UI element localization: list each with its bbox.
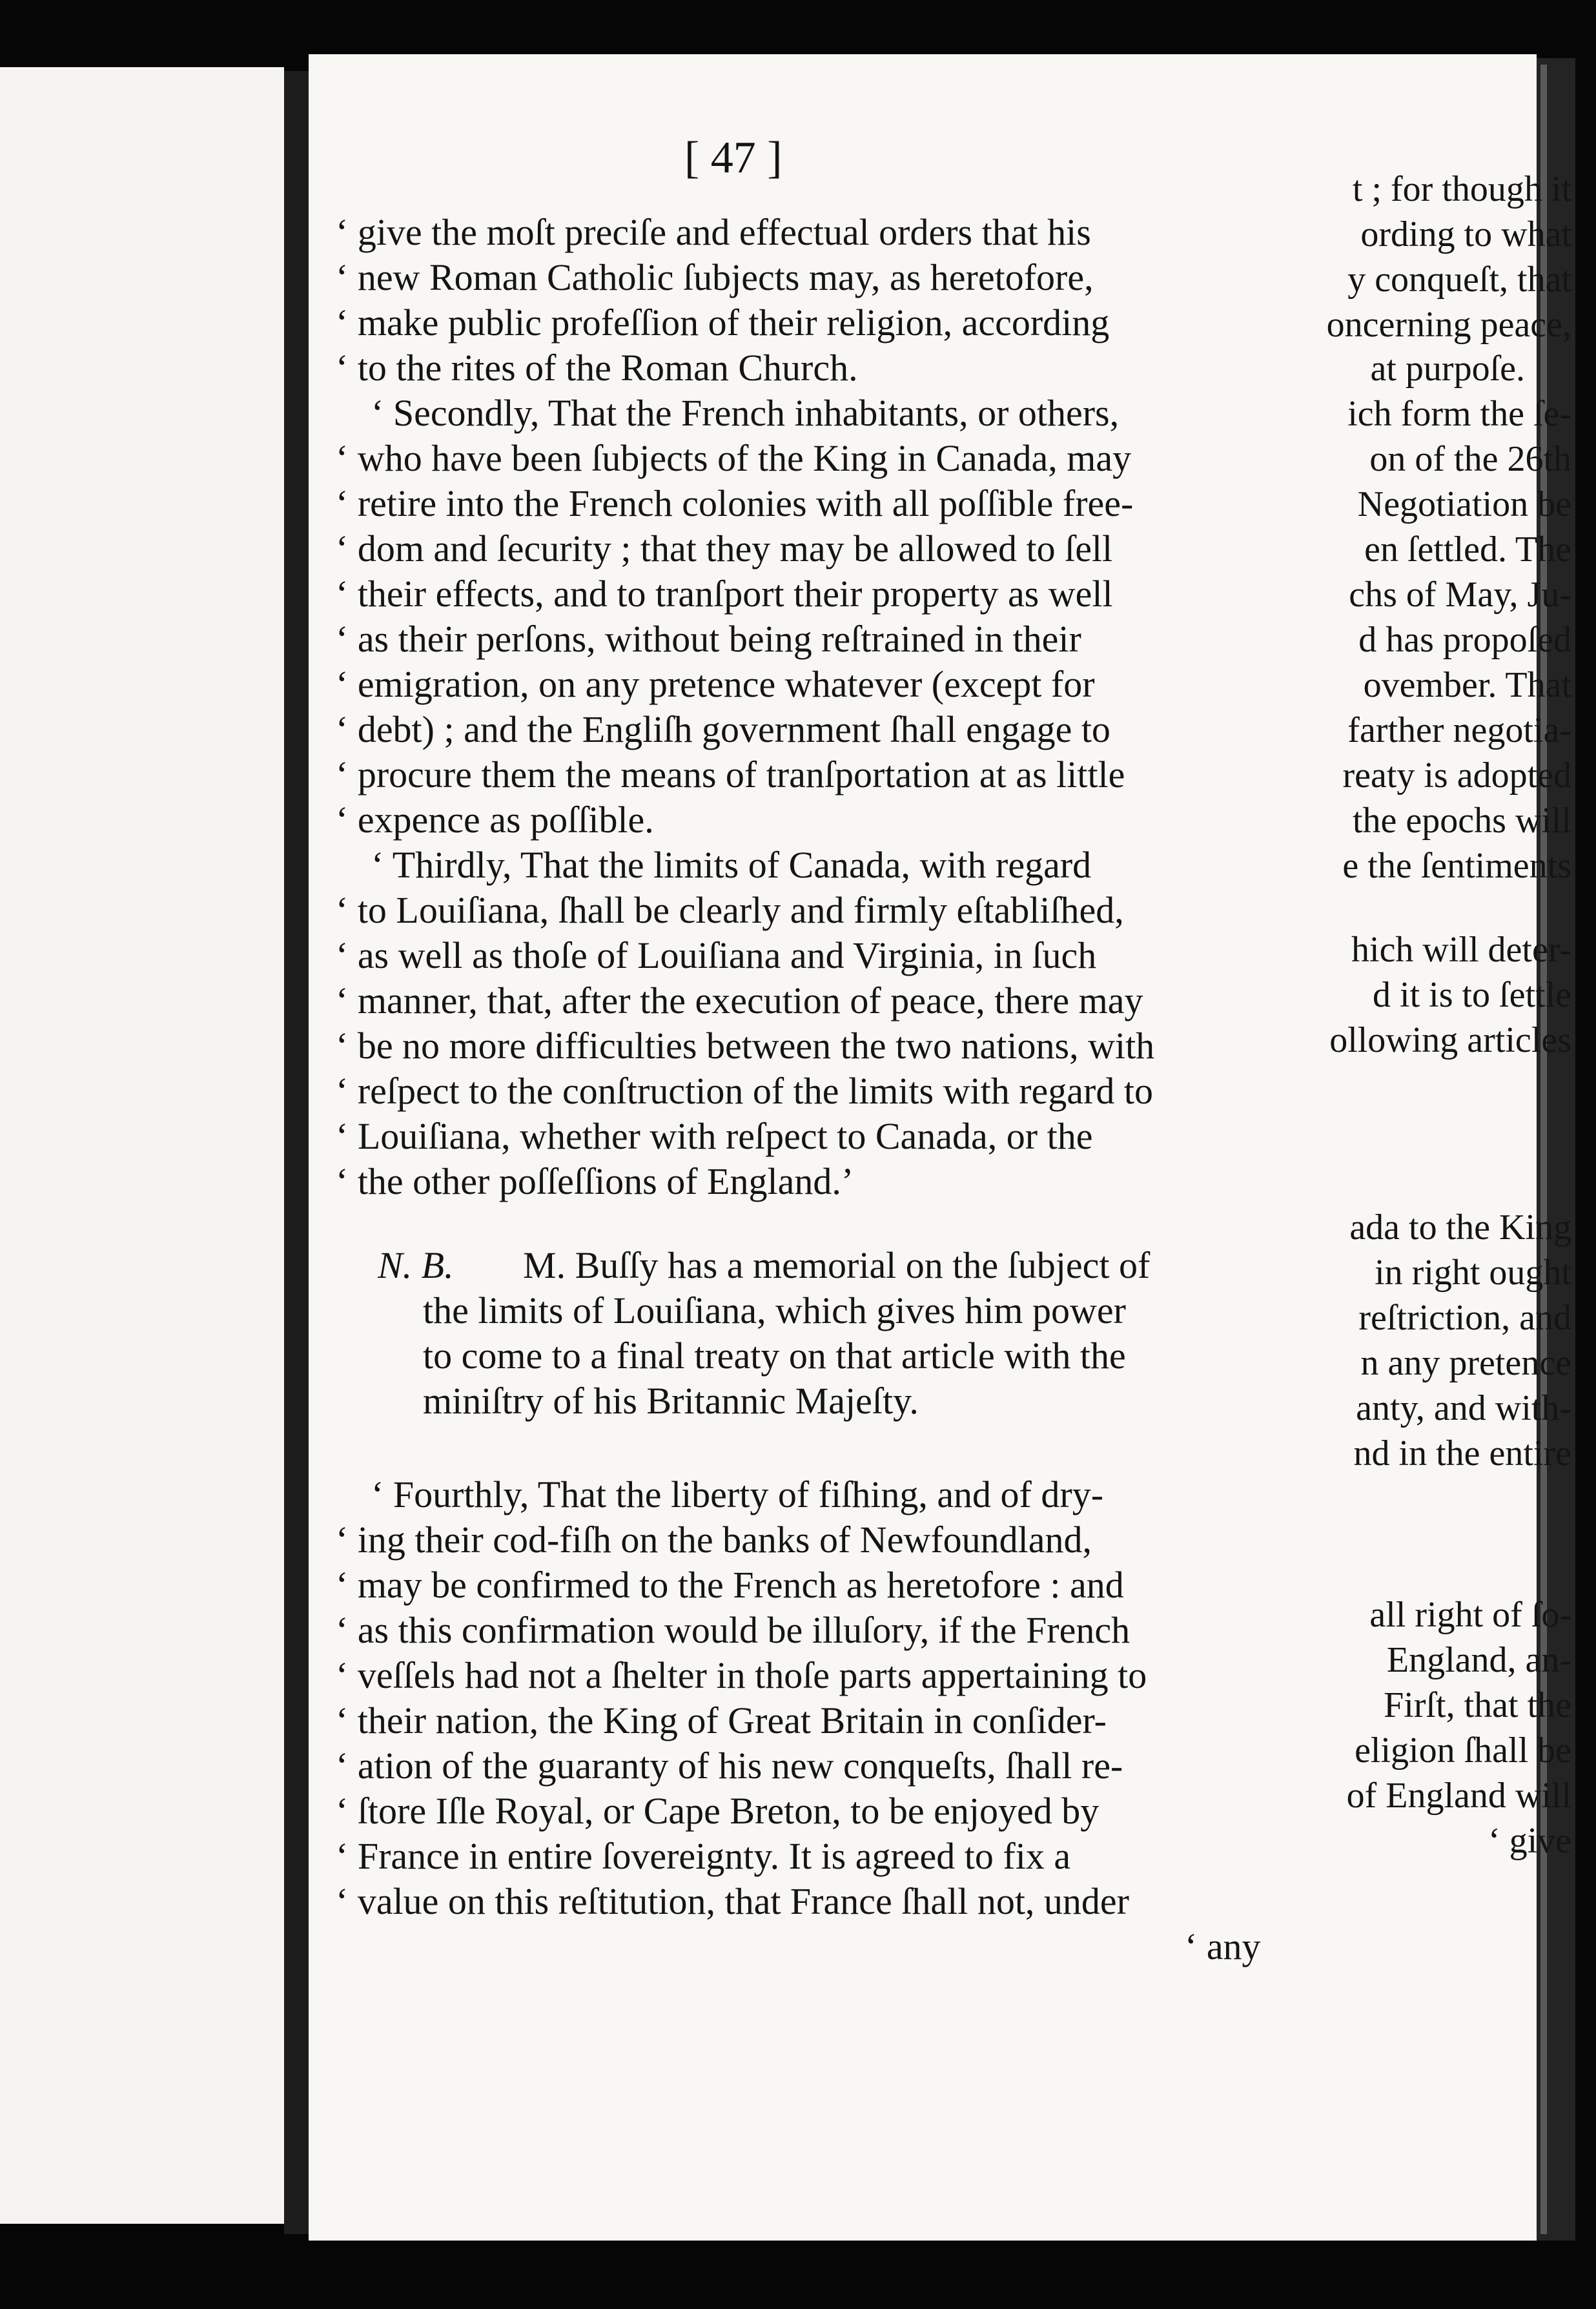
page-number: [ 47 ] [684,133,783,183]
text-line: ‘ manner, that, after the execution of peace, there may [336,980,1143,1021]
text-line: ‘ reſpect to the conſtruction of the limits with regard to [336,1070,1153,1112]
left-line: ‘ give [1488,1821,1571,1861]
left-line: t ; for though it [1352,169,1571,209]
left-line: y conqueſt, that [1347,260,1571,300]
left-line: oncerning peace, [1326,305,1571,345]
text-line: ‘ to the rites of the Roman Church. [336,347,858,389]
catchword: ‘ any [1185,1925,1261,1967]
left-line: eligion ſhall be [1355,1730,1571,1770]
left-line: England, an- [1386,1640,1571,1680]
nb-line: to come to a final treaty on that article with the [423,1335,1126,1377]
left-page [0,67,284,2224]
text-line: ‘ may be confirmed to the French as heretofore : and [336,1564,1124,1606]
text-line: ‘ debt) ; and the Engliſh government ſhall engage to [336,708,1110,750]
left-line: the epochs will [1352,801,1571,841]
text-line: ‘ give the moſt preciſe and effectual orders that his [336,211,1091,253]
left-line: ich form the ſe- [1347,394,1571,434]
text-line: ‘ expence as poſſible. [336,799,654,841]
nb-line: M. Buſſy has a memorial on the ſubject of [523,1244,1151,1286]
left-line: hich will deter- [1351,930,1571,970]
text-line: ‘ their effects, and to tranſport their property as well [336,573,1113,615]
left-line: at purpoſe. [1370,349,1525,389]
text-line: ‘ new Roman Catholic ſubjects may, as heretofore, [336,256,1094,298]
text-line: ‘ ation of the guaranty of his new conqueſts, ſhall re- [336,1745,1123,1787]
text-line: ‘ who have been ſubjects of the King in Canada, may [336,437,1132,479]
left-line: ovember. That [1363,665,1571,705]
text-line: ‘ Secondly, That the French inhabitants, or others, [371,392,1120,434]
text-line: ‘ Fourthly, That the liberty of fiſhing, and of dry- [371,1473,1104,1515]
text-line: ‘ as well as thoſe of Louiſiana and Virginia, in ſuch [336,934,1097,976]
left-line: nd in the entire [1353,1433,1571,1473]
left-line: Firſt, that the [1384,1685,1571,1725]
left-line: d has propoſed [1358,620,1571,660]
left-line: reaty is adopted [1342,755,1571,795]
text-line: ‘ make public profeſſion of their religion, according [336,302,1110,344]
page-edge-highlight [1540,65,1547,2234]
text-line: ‘ retire into the French colonies with all poſſible free- [336,482,1134,524]
left-line: farther negotia- [1347,710,1571,750]
left-line: all right of ſo- [1369,1595,1571,1635]
left-line: of England will [1346,1776,1571,1816]
text-line: ‘ their nation, the King of Great Britain in conſider- [336,1699,1107,1741]
text-line: ‘ ing their cod-fiſh on the banks of Newfoundland, [336,1519,1092,1561]
text-line: ‘ be no more difficulties between the two nations, with [336,1025,1155,1067]
left-line: chs of May, Ju- [1349,575,1571,615]
left-line: anty, and with- [1356,1388,1571,1428]
left-line: ollowing articles [1329,1020,1571,1060]
book-gutter [284,71,309,2234]
left-line: ada to the King [1349,1207,1571,1247]
left-line: on of the 26th [1369,439,1571,479]
left-line: d it is to ſettle [1373,975,1571,1015]
text-line: ‘ the other poſſeſſions of England.’ [336,1160,854,1202]
text-line: ‘ ſtore Iſle Royal, or Cape Breton, to be enjoyed by [336,1790,1100,1832]
nb-line: miniſtry of his Britannic Majeſty. [423,1380,919,1422]
left-line: ording to what [1360,214,1571,254]
nb-label: N. B. [378,1244,454,1286]
text-line: ‘ procure them the means of tranſportation at as little [336,754,1125,795]
left-line: in right ought [1375,1253,1571,1293]
text-line: ‘ Thirdly, That the limits of Canada, with regard [371,844,1092,886]
text-line: ‘ veſſels had not a ſhelter in thoſe parts appertaining to [336,1654,1147,1696]
text-line: ‘ value on this reſtitution, that France ſhall not, under [336,1880,1129,1922]
text-line: ‘ emigration, on any pretence whatever (except for [336,663,1095,705]
left-line: e the ſentiments [1342,846,1571,886]
text-line: ‘ as this confirmation would be illuſory, if the French [336,1609,1130,1651]
left-line: en ſettled. The [1364,529,1571,570]
left-line: n any pretence [1360,1343,1571,1383]
text-line: ‘ Louiſiana, whether with reſpect to Canada, or the [336,1115,1093,1157]
left-line: reſtriction, and [1358,1298,1571,1338]
text-line: ‘ dom and ſecurity ; that they may be allowed to ſell [336,528,1113,570]
left-line: Negotiation be [1357,484,1571,524]
nb-line: the limits of Louiſiana, which gives him power [423,1289,1126,1331]
text-line: ‘ to Louiſiana, ſhall be clearly and firmly eſtabliſhed, [336,889,1124,931]
text-line: ‘ France in entire ſovereignty. It is agreed to fix a [336,1835,1071,1877]
text-line: ‘ as their perſons, without being reſtrained in their [336,618,1081,660]
